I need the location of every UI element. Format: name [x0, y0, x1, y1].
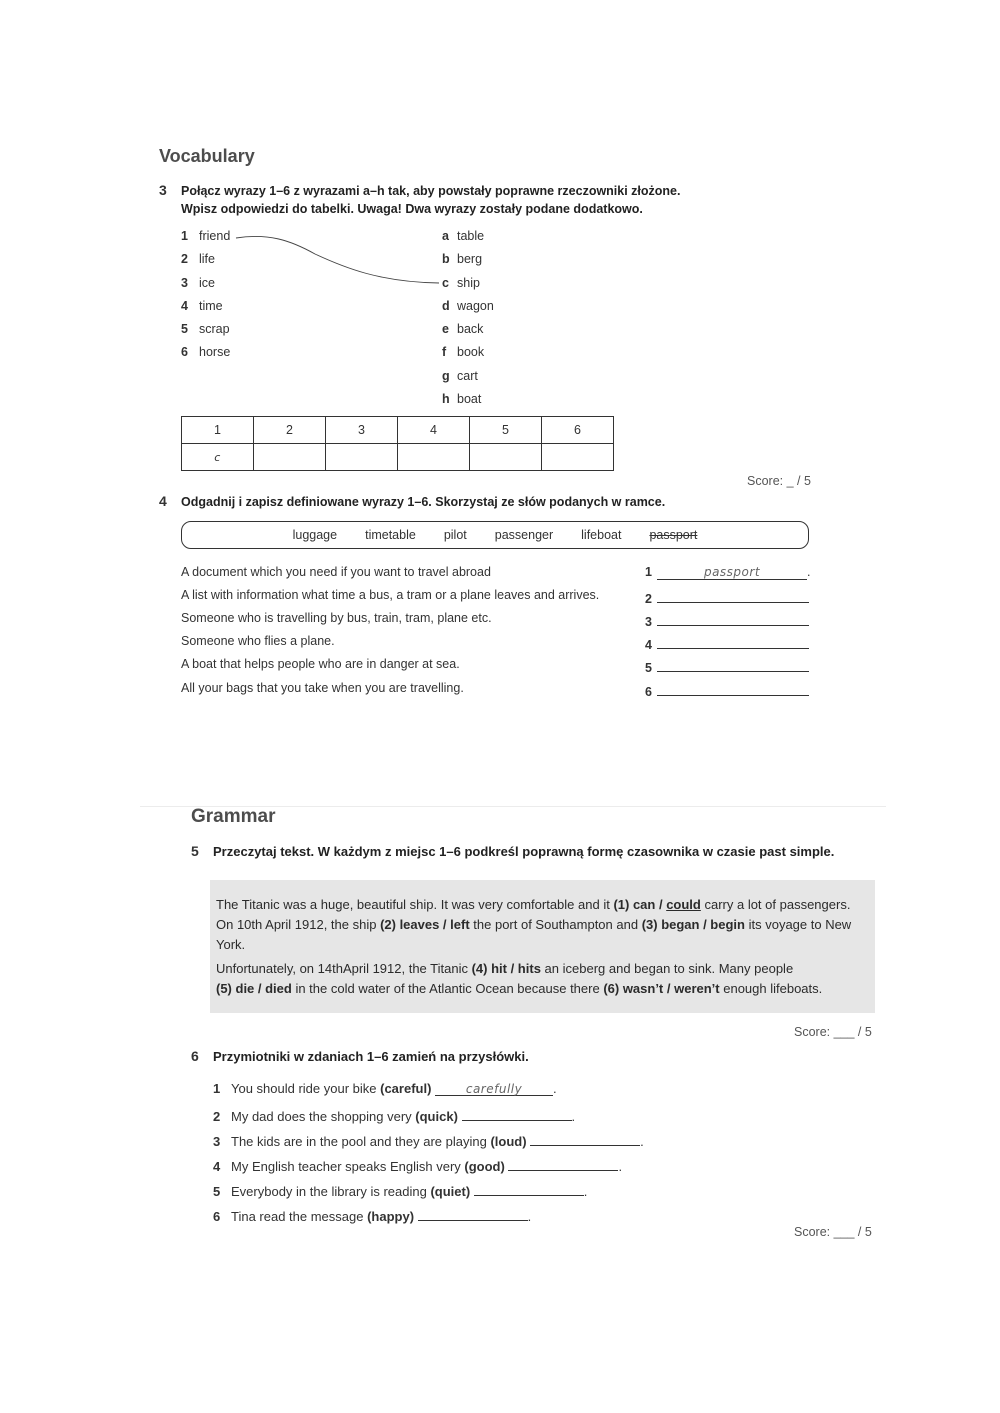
exercise-5-number: 5	[191, 843, 199, 859]
exercise-6-item: 3 The kids are in the pool and they are playing (loud) .	[213, 1131, 644, 1149]
definition: A document which you need if you want to travel abroad	[181, 565, 491, 579]
answer-blank[interactable]	[657, 681, 809, 696]
definition-answer: 6	[645, 681, 809, 699]
exercise-6-number: 6	[191, 1048, 199, 1064]
exercise-6-item: 1 You should ride your bike (careful) carefully .	[213, 1081, 557, 1096]
definition-answer: 3	[645, 611, 809, 629]
answer-blank[interactable]	[530, 1131, 640, 1146]
table-header-row	[182, 417, 614, 444]
exercise-3-instruction-line1: Połącz wyrazy 1–6 z wyrazami a–h tak, aby powstały poprawne rzeczowniki złożone.	[181, 184, 681, 198]
definition-answer: 5	[645, 657, 809, 675]
left-item: 2 life	[181, 252, 215, 266]
table-header-cell: 3	[326, 417, 398, 444]
definition-answer: 2	[645, 588, 809, 606]
table-answer-cell[interactable]	[398, 444, 470, 471]
left-item: 3 ice	[181, 276, 215, 290]
exercise-6-item: 5 Everybody in the library is reading (quiet) .	[213, 1181, 587, 1199]
table-answer-cell[interactable]	[470, 444, 542, 471]
exercise-4-number: 4	[159, 493, 167, 509]
left-item: 4 time	[181, 299, 223, 313]
right-item: b berg	[442, 252, 483, 266]
word-box	[181, 521, 809, 549]
exercise-5-instruction: Przeczytaj tekst. W każdym z miejsc 1–6 podkreśl poprawną formę czasownika w czasie past simple.	[213, 844, 835, 859]
table-answer-cell[interactable]: c	[182, 444, 254, 471]
table-header-cell: 5	[470, 417, 542, 444]
vocabulary-heading: Vocabulary	[159, 146, 255, 166]
word-box-item: lifeboat	[581, 528, 622, 542]
exercise-3-instruction-line2: Wpisz odpowiedzi do tabelki. Uwaga! Dwa wyrazy zostały podane dodatkowo.	[181, 202, 643, 216]
definition: A list with information what time a bus, a tram or a plane leaves and arrives.	[181, 588, 600, 602]
gap-1-options[interactable]: (1) can / could	[613, 897, 701, 912]
exercise-6-score: Score: ___ / 5	[794, 1225, 872, 1239]
exercise-4-instruction: Odgadnij i zapisz definiowane wyrazy 1–6. Skorzystaj ze słów podanych w ramce.	[181, 495, 666, 509]
table-answer-cell[interactable]	[326, 444, 398, 471]
gap-5-options[interactable]: (5) die / died	[216, 981, 292, 996]
answer-blank[interactable]	[474, 1181, 584, 1196]
definition: Someone who is travelling by bus, train, tram, plane etc.	[181, 611, 492, 625]
right-item: e back	[442, 322, 484, 336]
table-header-cell: 1	[182, 417, 254, 444]
table-header-cell: 4	[398, 417, 470, 444]
left-item: 5 scrap	[181, 322, 230, 336]
table-answer-cell[interactable]	[542, 444, 614, 471]
answer-blank[interactable]	[657, 657, 809, 672]
table-header-cell: 6	[542, 417, 614, 444]
example-answer-text: carefully	[465, 1082, 523, 1096]
answer-blank[interactable]	[508, 1156, 618, 1171]
right-item: a table	[442, 229, 485, 243]
definition-answer: 4	[645, 634, 809, 652]
gap-2-options[interactable]: (2) leaves / left	[380, 917, 470, 932]
right-item: d wagon	[442, 299, 494, 313]
exercise-6-instruction: Przymiotniki w zdaniach 1–6 zamień na przysłówki.	[213, 1049, 529, 1064]
right-item: h boat	[442, 392, 482, 406]
right-item: f book	[442, 345, 485, 359]
table-answer-row	[182, 444, 614, 471]
exercise-6-item: 2 My dad does the shopping very (quick) .	[213, 1106, 575, 1124]
table-header-cell: 2	[254, 417, 326, 444]
exercise-3-score: Score: _ / 5	[747, 474, 811, 488]
answer-blank[interactable]	[657, 588, 809, 603]
left-item: 6 horse	[181, 345, 231, 359]
titanic-paragraph-2: Unfortunately, on 14thApril 1912, the Titanic (4) hit / hits an iceberg and began to sink. Many people (5) die / died in the cold water of the Atlantic Ocean because there (6) wasn’t / weren’t enough lifeboats.	[216, 961, 823, 996]
answer-blank[interactable]	[657, 634, 809, 649]
exercise-6-item: 4 My English teacher speaks English very (good) .	[213, 1156, 622, 1174]
titanic-paragraph-1: The Titanic was a huge, beautiful ship. It was very comfortable and it (1) can / could carry a lot of passengers. On 10th April 1912, the ship (2) leaves / left the port of Southampton and (3) began / begin its voyage to New York.	[216, 897, 852, 952]
exercise-3-answer-table	[181, 416, 614, 471]
answer-blank[interactable]	[657, 565, 807, 580]
gap-6-options[interactable]: (6) wasn’t / weren’t	[603, 981, 720, 996]
definition: Someone who flies a plane.	[181, 634, 335, 648]
answer-blank[interactable]	[418, 1206, 528, 1221]
word-box-item: luggage	[292, 528, 338, 542]
answer-blank[interactable]	[462, 1106, 572, 1121]
exercise-5-score: Score: ___ / 5	[794, 1025, 872, 1039]
answer-blank[interactable]	[657, 611, 809, 626]
word-box-item: pilot	[443, 528, 467, 542]
exercise-6-item: 6 Tina read the message (happy) .	[213, 1206, 531, 1224]
definition: A boat that helps people who are in danger at sea.	[181, 657, 460, 671]
gap-3-options[interactable]: (3) began / begin	[641, 917, 745, 932]
definition: All your bags that you take when you are travelling.	[181, 681, 464, 695]
right-item: c ship	[442, 276, 480, 290]
gap-4-options[interactable]: (4) hit / hits	[471, 961, 541, 976]
example-match-line	[0, 0, 1000, 420]
left-item: 1 friend	[181, 229, 231, 243]
word-box-item-used: passport	[649, 528, 698, 542]
example-answer-text: passport	[703, 565, 761, 579]
right-item: g cart	[442, 369, 478, 383]
table-answer-cell[interactable]	[254, 444, 326, 471]
definition-answer: 1 passport .	[645, 565, 811, 579]
word-box-item: passenger	[494, 528, 554, 542]
exercise-3-number: 3	[159, 182, 167, 198]
answer-blank[interactable]	[435, 1081, 553, 1096]
titanic-text-box	[210, 880, 875, 1013]
word-box-item: timetable	[365, 528, 416, 542]
grammar-heading: Grammar	[191, 806, 276, 827]
